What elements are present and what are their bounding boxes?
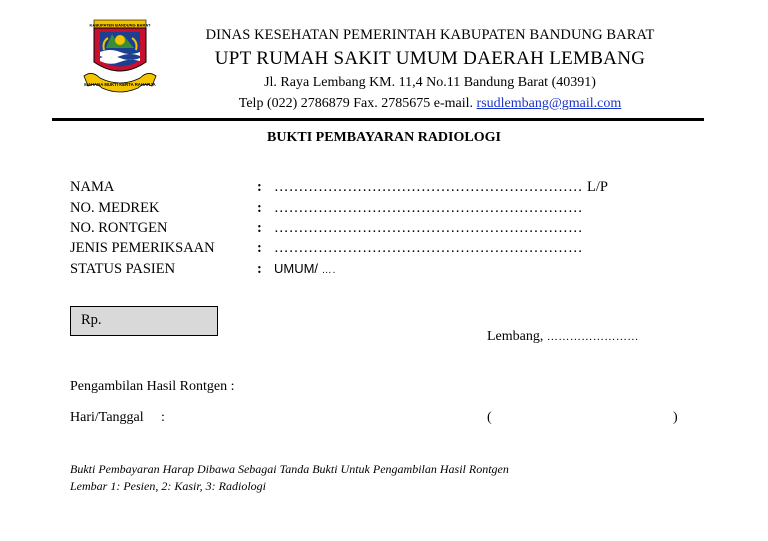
payment-currency-label: Rp. [81,312,102,328]
agency-name: DINAS KESEHATAN PEMERINTAH KABUPATEN BANDUNG BARAT [205,27,655,43]
hospital-contact [170,96,690,112]
gender-label: L/P [587,179,608,195]
pickup-day-colon: : [161,410,165,425]
field-label-jenis-pemeriksaan: JENIS PEMERIKSAAN [70,240,215,256]
document-title: BUKTI PEMBAYARAN RADIOLOGI [267,130,501,145]
status-umum-text: UMUM/ [274,261,319,276]
pickup-title: Pengambilan Hasil Rontgen : [70,379,235,394]
field-value-nama: ……………………………………………………… [274,179,583,195]
field-value-medrek: ……………………………………………………… [274,200,583,216]
field-colon: : [257,220,262,236]
hospital-name: UPT RUMAH SAKIT UMUM DAERAH LEMBANG [214,48,646,69]
footer-note: Bukti Pembayaran Harap Dibawa Sebagai Tanda Bukti Untuk Pengambilan Hasil Rontgen [70,462,509,476]
field-value-rontgen: ……………………………………………………… [274,220,583,236]
logo-motto-text: MAHANA MUKTI KERTA RAHARJA [84,82,156,87]
field-colon: : [257,261,262,277]
field-value-status-pasien [274,261,336,276]
field-colon: : [257,179,262,195]
pickup-day-label: Hari/Tanggal [70,410,144,425]
logo-regency-text: KABUPATEN BANDUNG BARAT [89,22,151,28]
hospital-address: Jl. Raya Lembang KM. 11,4 No.11 Bandung Barat (40391) [264,75,596,90]
signature-close-paren: ) [673,410,678,425]
field-label-status-pasien: STATUS PASIEN [70,261,176,277]
field-label-nama: NAMA [70,179,115,195]
field-label-rontgen: NO. RONTGEN [70,220,168,236]
status-dots: …. [321,265,337,276]
date-dots: …………………… [546,331,639,343]
field-label-medrek: NO. MEDREK [70,200,160,216]
place-label: Lembang, [487,329,544,344]
place-date [487,329,639,345]
regency-emblem-logo [78,18,158,98]
contact-phone-fax: Telp (022) 2786879 Fax. 2785675 e-mail. [238,96,477,111]
payment-amount-box [70,306,218,336]
field-colon: : [257,200,262,216]
footer-copies-note: Lembar 1: Pesien, 2: Kasir, 3: Radiologi [70,479,266,493]
header-divider [52,118,704,121]
field-value-jenis-pemeriksaan: ……………………………………………………… [274,240,583,256]
signature-open-paren: ( [487,410,492,425]
email-link[interactable]: rsudlembang@gmail.com [476,96,622,111]
field-colon: : [257,240,262,256]
